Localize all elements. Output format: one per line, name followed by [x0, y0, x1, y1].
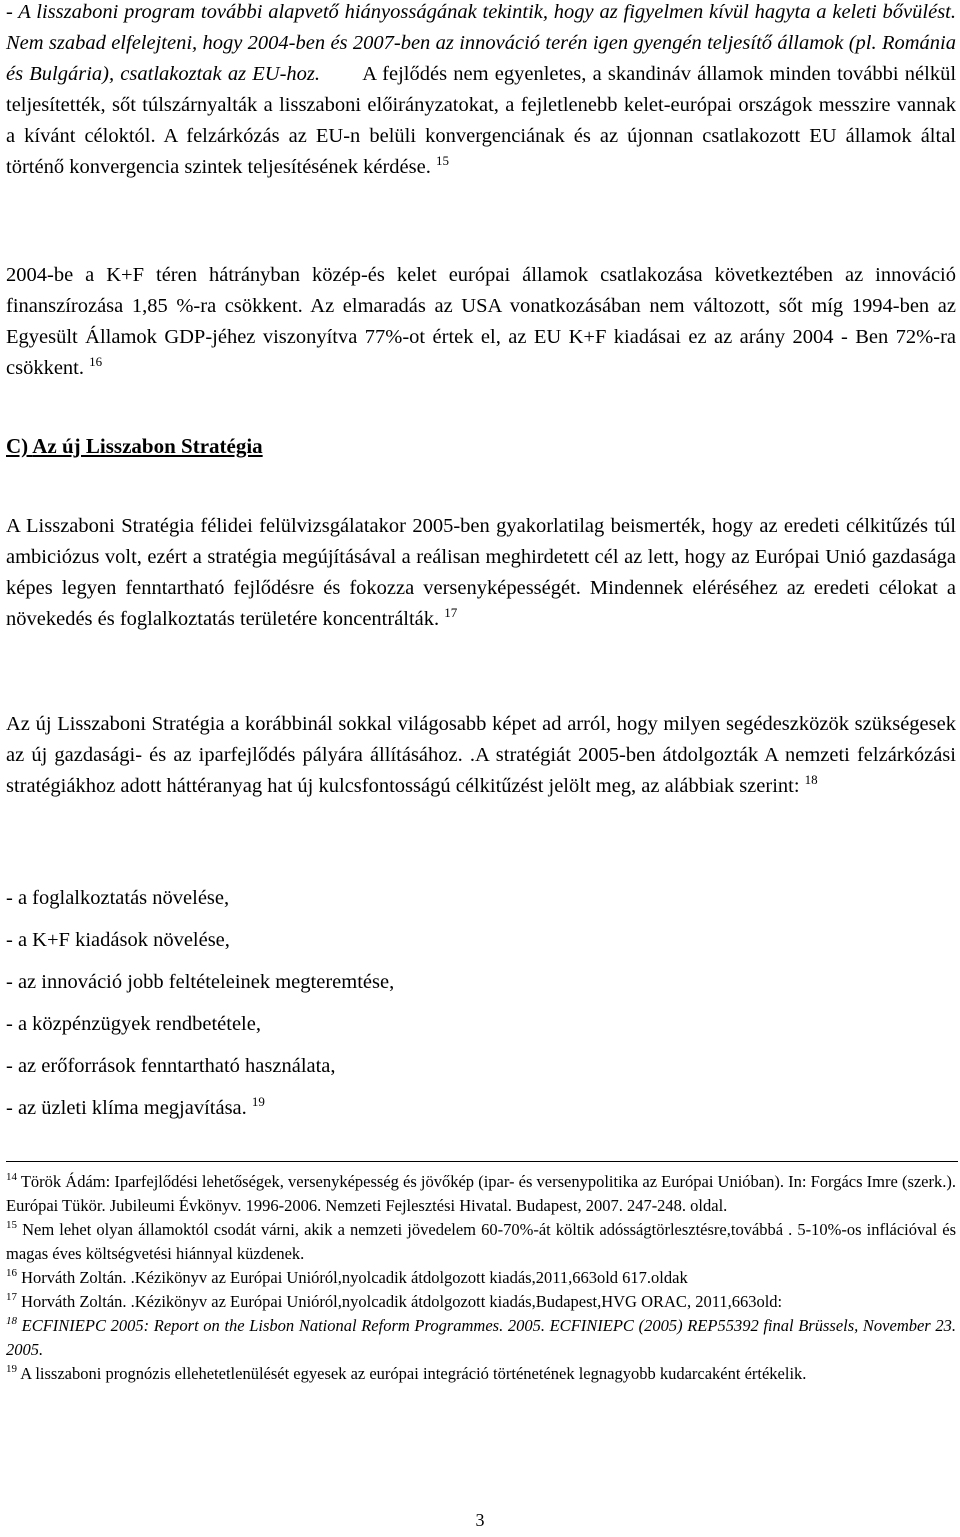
- footnote-number: 14: [6, 1171, 17, 1183]
- footnote-14: $^{14}$ Török Ádám: Iparfejlődési lehetőségek, versenyképesség és jövőkép (ipar- és versenypolitika az Európai Unióban). In: Forgács Imre (szerk.). Európai Tükör. Jubileumi Évkönyv. 1996-2006. Nemzeti Fejlesztési Hivatal. Budapest, 2007. 247-248. oldal.: [6, 1171, 956, 1215]
- footnote-number: 18: [6, 1315, 17, 1327]
- paragraph-3-text: A Lisszaboni Stratégia félidei felülvizsgálatakor 2005-ben gyakorlatilag beismerték, hogy az eredeti célkitűzés túl ambiciózus volt, ezért a stratégia megújításával a reálisan meghirdetett cél az lett, hogy az Európai Unió gazdasága képes legyen fenntartható fejlődésre és fokozza versenyképességét. Mindennek eléréséhez az eredeti célokat a növekedés és foglalkoztatás területére koncentrálták.: [6, 515, 956, 630]
- footnote-ref-15[interactable]: 15: [435, 153, 449, 168]
- footnote-17: $^{17}$ Horváth Zoltán. .Kézikönyv az Európai Unióról,nyolcadik átdolgozott kiadás,Budapest,HVG ORAC, 2011,663old:: [6, 1291, 783, 1311]
- paragraph-4-text: Az új Lisszaboni Stratégia a korábbinál sokkal világosabb képet ad arról, hogy milyen segédeszközök szükségesek az új gazdasági- és az iparfejlődés pályára állításához. .A stratégiát 2005-ben átdolgozták A nemzeti felzárkózási stratégiákhoz adott háttéranyag hat új kulcsfontosságú célkitűzést jelölt meg, az alábbiak szerint:: [6, 713, 956, 797]
- footnote-15: $^{15}$ Nem lehet olyan államoktól csodát várni, akik a nemzeti jövedelem 60-70%-át költik adósságtörlesztésre,továbbá . 5-10%-os inflációval és magas éves költségvetési hiánnyal küzdenek.: [6, 1219, 956, 1263]
- intro-text: A fejlődés nem egyenletes, a skandináv államok minden további nélkül teljesítették, sőt túlszárnyalták a lisszaboni előirányzatokat, a fejletlenebb kelet-európai országok messzire vannak a kívánt céloktól. A felzárkózás az EU-n belüli konvergenciának és az újonnan csatlakozott EU államok által történő konvergencia szintek teljesítésének kérdése.: [6, 63, 957, 178]
- list-item: - az üzleti klíma megjavítása. $^{19}$: [6, 1094, 265, 1119]
- section-heading-prefix: C): [6, 434, 33, 458]
- footnote-number: 17: [6, 1291, 17, 1303]
- footnote-number: 15: [6, 1219, 17, 1231]
- list-item: - a közpénzügyek rendbetétele,: [6, 1013, 261, 1035]
- list-item: - az erőforrások fenntartható használata,: [6, 1055, 336, 1077]
- footnote-18: $^{18}$ ECFINIEPC 2005: Report on the Lisbon National Reform Programmes. 2005. ECFINIEPC (2005) REP55392 final Brüssels, November 23. 2005.: [6, 1315, 956, 1359]
- paragraph-4: [6, 709, 956, 802]
- page-number: 3: [475, 1510, 485, 1530]
- section-heading: [6, 434, 263, 459]
- paragraph-2: [6, 260, 956, 384]
- section-heading-title: Az új Lisszabon Stratégia: [32, 434, 263, 458]
- intro-spacer: [326, 63, 357, 85]
- footnote-16: $^{16}$ Horváth Zoltán. .Kézikönyv az Európai Unióról,nyolcadik átdolgozott kiadás,2011,663old 617.oldak: [6, 1267, 688, 1287]
- paragraph-3: [6, 511, 956, 635]
- intro-italic-text: - A lisszaboni program további alapvető hiányosságának tekintik, hogy az figyelmen kívül hagyta a keleti bővülést. Nem szabad elfelejteni, hogy 2004-ben és 2007-ben az innováció terén igen gyengén teljesítő államok (pl. Románia és Bulgária), csatlakoztak az EU-hoz.: [6, 1, 956, 85]
- objectives-list: [6, 880, 394, 1132]
- footnote-ref-19[interactable]: 19: [251, 1094, 265, 1109]
- footnote-number: 16: [6, 1267, 17, 1279]
- footnotes: [6, 1170, 956, 1386]
- footnote-ref-17[interactable]: 17: [444, 605, 458, 620]
- footnote-ref-18[interactable]: 18: [804, 772, 818, 787]
- footnote-19: $^{19}$ A lisszaboni prognózis ellehetetlenülését egyesek az európai integráció történetének legnagyobb kudarcaként értékelik.: [6, 1363, 807, 1383]
- footnote-divider: [6, 1161, 958, 1162]
- intro-paragraph: [6, 0, 956, 183]
- footnote-number: 19: [6, 1363, 17, 1375]
- footnote-ref-16[interactable]: 16: [89, 354, 103, 369]
- paragraph-2-text: 2004-be a K+F téren hátrányban közép-és kelet európai államok csatlakozása következtében az innováció finanszírozása 1,85 %-ra csökkent. Az elmaradás az USA vonatkozásában nem változott, sőt míg 1994-ben az Egyesült Államok GDP-jéhez viszonyítva 77%-ot értek el, az EU K+F kiadásai ez az arány 2004 - Ben 72%-ra csökkent.: [6, 264, 956, 379]
- list-item: - a foglalkoztatás növelése,: [6, 887, 230, 909]
- list-item: - a K+F kiadások növelése,: [6, 929, 230, 951]
- list-item: - az innováció jobb feltételeinek megteremtése,: [6, 971, 395, 993]
